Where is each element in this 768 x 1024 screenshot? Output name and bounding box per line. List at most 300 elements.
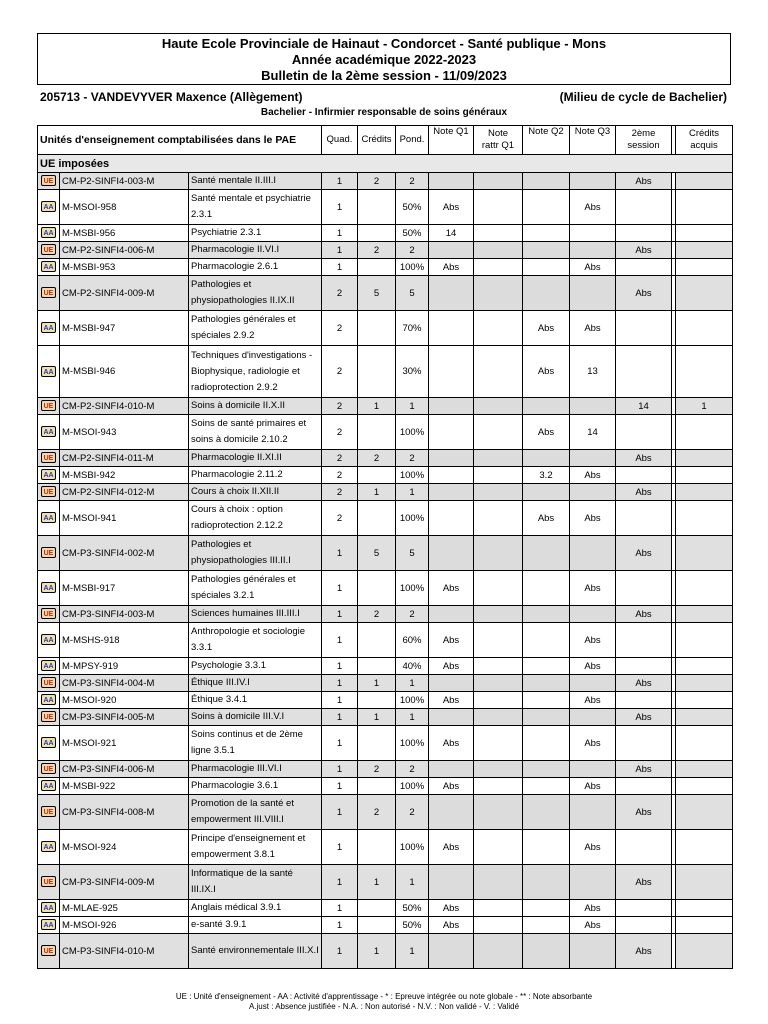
label-cell: Pharmacologie II.VI.I [189, 242, 322, 259]
note-q1-cell [429, 934, 474, 969]
pond-cell: 70% [396, 311, 429, 346]
credits-cell [358, 225, 396, 242]
table-row [38, 346, 733, 398]
note-q2-cell [523, 623, 570, 658]
quad-cell: 1 [322, 536, 358, 571]
note-rattr-cell [474, 675, 523, 692]
ue-badge-icon: UE [41, 608, 56, 619]
row-type-cell [38, 346, 60, 398]
credits-acquis-cell [676, 934, 733, 969]
note-q3-cell [570, 675, 616, 692]
note-q1-cell [429, 415, 474, 450]
note-q2-cell [523, 276, 570, 311]
label-cell: Cours à choix II.XII.II [189, 484, 322, 501]
second-session-cell [616, 190, 672, 225]
second-session-cell: Abs [616, 484, 672, 501]
second-session-cell: Abs [616, 173, 672, 190]
credits-acquis-cell [676, 259, 733, 276]
credits-cell [358, 917, 396, 934]
note-q3-cell [570, 173, 616, 190]
pond-cell: 50% [396, 900, 429, 917]
second-session-cell: Abs [616, 795, 672, 830]
quad-cell: 2 [322, 415, 358, 450]
label-cell: Pathologies générales et spéciales 3.2.1 [189, 571, 322, 606]
table-row [38, 865, 733, 900]
credits-cell: 2 [358, 606, 396, 623]
quad-cell: 1 [322, 865, 358, 900]
second-session-cell [616, 259, 672, 276]
note-rattr-cell [474, 761, 523, 778]
quad-cell: 1 [322, 692, 358, 709]
code-cell: M-MSBI-953 [60, 259, 189, 276]
note-q2-cell: Abs [523, 415, 570, 450]
quad-cell: 1 [322, 190, 358, 225]
aa-badge-icon: AA [41, 366, 56, 377]
aa-badge-icon: AA [41, 634, 56, 645]
code-cell: M-MSOI-926 [60, 917, 189, 934]
credits-cell: 1 [358, 709, 396, 726]
note-q1-cell [429, 795, 474, 830]
note-rattr-cell [474, 415, 523, 450]
second-session-cell [616, 778, 672, 795]
note-rattr-cell [474, 276, 523, 311]
label-cell: Pathologies générales et spéciales 2.9.2 [189, 311, 322, 346]
note-q3-cell [570, 795, 616, 830]
note-q3-cell: Abs [570, 658, 616, 675]
note-rattr-cell [474, 795, 523, 830]
credits-cell [358, 311, 396, 346]
note-q1-cell [429, 173, 474, 190]
row-type-cell [38, 190, 60, 225]
second-session-cell: Abs [616, 865, 672, 900]
note-q2-cell [523, 536, 570, 571]
note-q2-cell [523, 675, 570, 692]
pond-cell: 100% [396, 501, 429, 536]
label-cell: Santé environnementale III.X.I [189, 934, 322, 969]
row-type-cell [38, 484, 60, 501]
note-rattr-cell [474, 900, 523, 917]
ue-badge-icon: UE [41, 677, 56, 688]
credits-acquis-cell [676, 795, 733, 830]
table-row [38, 276, 733, 311]
note-q3-cell [570, 276, 616, 311]
label-cell: Promotion de la santé et empowerment III.VIII.I [189, 795, 322, 830]
table-row [38, 795, 733, 830]
quad-cell: 1 [322, 242, 358, 259]
credits-cell [358, 778, 396, 795]
credits-cell: 2 [358, 761, 396, 778]
note-q1-cell: Abs [429, 900, 474, 917]
table-row [38, 311, 733, 346]
note-rattr-cell [474, 225, 523, 242]
note-q3-cell [570, 536, 616, 571]
credits-cell [358, 726, 396, 761]
row-type-cell [38, 917, 60, 934]
quad-cell: 2 [322, 276, 358, 311]
note-q2-cell: Abs [523, 311, 570, 346]
note-q2-cell [523, 900, 570, 917]
row-type-cell [38, 726, 60, 761]
code-cell: CM-P2-SINFI4-011-M [60, 450, 189, 467]
label-cell: Santé mentale et psychiatrie 2.3.1 [189, 190, 322, 225]
table-row [38, 606, 733, 623]
student-cycle: (Milieu de cycle de Bachelier) [559, 90, 727, 104]
row-type-cell [38, 259, 60, 276]
second-session-cell: Abs [616, 276, 672, 311]
quad-cell: 2 [322, 398, 358, 415]
note-rattr-cell [474, 450, 523, 467]
credits-acquis-cell [676, 865, 733, 900]
credits-acquis-cell [676, 778, 733, 795]
note-q3-cell: Abs [570, 778, 616, 795]
code-cell: CM-P3-SINFI4-010-M [60, 934, 189, 969]
ue-badge-icon: UE [41, 175, 56, 186]
quad-cell: 1 [322, 675, 358, 692]
pond-header: Pond. [396, 126, 429, 155]
note-rattr-cell [474, 501, 523, 536]
row-type-cell [38, 450, 60, 467]
quad-cell: 1 [322, 623, 358, 658]
note-q1-cell: Abs [429, 917, 474, 934]
note-rattr-cell [474, 398, 523, 415]
credits-acquis-cell [676, 311, 733, 346]
note-rattr-cell [474, 346, 523, 398]
pond-cell: 100% [396, 778, 429, 795]
table-row [38, 778, 733, 795]
pond-cell: 5 [396, 276, 429, 311]
pond-cell: 2 [396, 450, 429, 467]
credits-cell: 1 [358, 675, 396, 692]
credits-cell: 1 [358, 398, 396, 415]
aa-badge-icon: AA [41, 469, 56, 480]
row-type-cell [38, 311, 60, 346]
row-type-cell [38, 658, 60, 675]
row-type-cell [38, 536, 60, 571]
credits-acquis-cell [676, 467, 733, 484]
second-session-header-line1: 2ème [631, 128, 656, 139]
aa-badge-icon: AA [41, 902, 56, 913]
second-session-cell [616, 225, 672, 242]
second-session-cell: Abs [616, 242, 672, 259]
pond-cell: 1 [396, 675, 429, 692]
ue-badge-icon: UE [41, 711, 56, 722]
note-q2-cell [523, 865, 570, 900]
note-q1-cell: Abs [429, 571, 474, 606]
table-row [38, 225, 733, 242]
note-q2-cell [523, 571, 570, 606]
note-q3-cell [570, 709, 616, 726]
label-cell: Soins de santé primaires et soins à domicile 2.10.2 [189, 415, 322, 450]
row-type-cell [38, 709, 60, 726]
table-header-row [38, 126, 733, 155]
code-cell: M-MSOI-921 [60, 726, 189, 761]
code-cell: CM-P3-SINFI4-006-M [60, 761, 189, 778]
row-type-cell [38, 173, 60, 190]
table-row [38, 830, 733, 865]
label-cell: Santé mentale II.III.I [189, 173, 322, 190]
note-rattr-header-line2: rattr Q1 [481, 140, 515, 151]
label-cell: Soins continus et de 2ème ligne 3.5.1 [189, 726, 322, 761]
table-row [38, 242, 733, 259]
label-cell: e-santé 3.9.1 [189, 917, 322, 934]
note-q2-cell [523, 658, 570, 675]
pond-cell: 30% [396, 346, 429, 398]
table-row [38, 709, 733, 726]
code-cell: CM-P2-SINFI4-012-M [60, 484, 189, 501]
second-session-cell: Abs [616, 934, 672, 969]
note-q2-cell [523, 778, 570, 795]
quad-cell: 1 [322, 761, 358, 778]
note-q2-cell [523, 173, 570, 190]
quad-cell: 2 [322, 484, 358, 501]
table-row [38, 571, 733, 606]
credits-cell [358, 190, 396, 225]
quad-cell: 2 [322, 467, 358, 484]
table-row [38, 501, 733, 536]
pond-cell: 100% [396, 259, 429, 276]
quad-cell: 1 [322, 917, 358, 934]
code-cell: CM-P3-SINFI4-005-M [60, 709, 189, 726]
pond-cell: 50% [396, 225, 429, 242]
credits-cell [358, 830, 396, 865]
code-cell: M-MSBI-956 [60, 225, 189, 242]
ue-badge-icon: UE [41, 806, 56, 817]
credits-acquis-cell [676, 415, 733, 450]
pond-cell: 100% [396, 571, 429, 606]
row-type-cell [38, 571, 60, 606]
note-q1-cell: Abs [429, 692, 474, 709]
note-q2-cell [523, 398, 570, 415]
pond-cell: 5 [396, 536, 429, 571]
quad-cell: 1 [322, 225, 358, 242]
pond-cell: 100% [396, 726, 429, 761]
note-q2-cell [523, 830, 570, 865]
credits-cell [358, 415, 396, 450]
aa-badge-icon: AA [41, 660, 56, 671]
code-cell: CM-P3-SINFI4-002-M [60, 536, 189, 571]
legend-footer [0, 992, 768, 1012]
note-q1-cell [429, 398, 474, 415]
label-cell: Pharmacologie 2.6.1 [189, 259, 322, 276]
credits-acquis-cell [676, 658, 733, 675]
row-type-cell [38, 675, 60, 692]
pond-cell: 1 [396, 484, 429, 501]
label-cell: Pharmacologie 2.11.2 [189, 467, 322, 484]
credits-cell: 2 [358, 242, 396, 259]
code-cell: CM-P2-SINFI4-010-M [60, 398, 189, 415]
note-q3-cell: 14 [570, 415, 616, 450]
label-cell: Éthique III.IV.I [189, 675, 322, 692]
note-q3-cell: Abs [570, 900, 616, 917]
row-type-cell [38, 900, 60, 917]
credits-acquis-cell [676, 900, 733, 917]
note-rattr-cell [474, 623, 523, 658]
aa-badge-icon: AA [41, 512, 56, 523]
credits-acquis-cell [676, 536, 733, 571]
note-q1-cell: Abs [429, 623, 474, 658]
table-row [38, 467, 733, 484]
pond-cell: 1 [396, 865, 429, 900]
aa-badge-icon: AA [41, 919, 56, 930]
aa-badge-icon: AA [41, 261, 56, 272]
row-type-cell [38, 830, 60, 865]
note-q2-cell [523, 190, 570, 225]
note-q3-cell: Abs [570, 467, 616, 484]
note-rattr-cell [474, 917, 523, 934]
table-row [38, 900, 733, 917]
second-session-cell [616, 726, 672, 761]
note-q1-cell [429, 606, 474, 623]
credits-cell: 1 [358, 865, 396, 900]
note-rattr-cell [474, 658, 523, 675]
note-rattr-cell [474, 259, 523, 276]
credits-cell [358, 900, 396, 917]
second-session-cell [616, 900, 672, 917]
credits-acquis-cell [676, 917, 733, 934]
note-q1-cell: Abs [429, 259, 474, 276]
note-q1-cell [429, 536, 474, 571]
second-session-cell [616, 467, 672, 484]
credits-acquis-cell [676, 276, 733, 311]
credits-acquis-header-line1: Crédits [688, 128, 720, 139]
label-cell: Anthropologie et sociologie 3.3.1 [189, 623, 322, 658]
pond-cell: 2 [396, 242, 429, 259]
note-rattr-header-line1: Note [487, 128, 509, 139]
ue-badge-icon: UE [41, 452, 56, 463]
pond-cell: 100% [396, 692, 429, 709]
aa-badge-icon: AA [41, 201, 56, 212]
note-q1-cell [429, 501, 474, 536]
credits-cell: 2 [358, 795, 396, 830]
second-session-cell: Abs [616, 675, 672, 692]
quad-cell: 1 [322, 934, 358, 969]
label-cell: Principe d'enseignement et empowerment 3.8.1 [189, 830, 322, 865]
second-session-cell: Abs [616, 761, 672, 778]
quad-cell: 2 [322, 346, 358, 398]
second-session-cell [616, 571, 672, 606]
credits-cell [358, 692, 396, 709]
label-cell: Soins à domicile III.V.I [189, 709, 322, 726]
ue-badge-icon: UE [41, 400, 56, 411]
second-session-cell: Abs [616, 606, 672, 623]
quad-cell: 2 [322, 450, 358, 467]
pond-cell: 100% [396, 415, 429, 450]
credits-acquis-cell [676, 484, 733, 501]
note-q3-cell [570, 865, 616, 900]
row-type-cell [38, 225, 60, 242]
table-row [38, 692, 733, 709]
table-row [38, 484, 733, 501]
label-cell: Informatique de la santé III.IX.I [189, 865, 322, 900]
ue-badge-icon: UE [41, 945, 56, 956]
pond-cell: 1 [396, 934, 429, 969]
note-q2-cell [523, 761, 570, 778]
credits-acquis-cell [676, 726, 733, 761]
quad-cell: 1 [322, 606, 358, 623]
row-type-cell [38, 761, 60, 778]
note-q2-cell [523, 692, 570, 709]
quad-cell: 1 [322, 778, 358, 795]
code-cell: CM-P3-SINFI4-008-M [60, 795, 189, 830]
table-row [38, 259, 733, 276]
quad-cell: 2 [322, 311, 358, 346]
credits-acquis-cell [676, 761, 733, 778]
credits-acquis-cell [676, 675, 733, 692]
note-q2-cell [523, 259, 570, 276]
code-cell: M-MLAE-925 [60, 900, 189, 917]
note-q1-cell [429, 484, 474, 501]
quad-cell: 1 [322, 571, 358, 606]
code-cell: M-MSBI-917 [60, 571, 189, 606]
document-header [37, 33, 731, 85]
second-session-cell [616, 501, 672, 536]
ue-badge-icon: UE [41, 486, 56, 497]
legend-line-2: A.just : Absence justifiée - N.A. : Non autorisé - N.V. : Non validé - V. : Validé [248, 1002, 520, 1011]
note-q2-cell [523, 450, 570, 467]
code-cell: CM-P3-SINFI4-003-M [60, 606, 189, 623]
note-q2-cell [523, 726, 570, 761]
label-cell: Soins à domicile II.X.II [189, 398, 322, 415]
row-type-cell [38, 398, 60, 415]
row-type-cell [38, 242, 60, 259]
row-type-cell [38, 501, 60, 536]
note-q2-cell: Abs [523, 501, 570, 536]
legend-line-1: UE : Unité d'enseignement - AA : Activité d'apprentissage - * : Epreuve intégrée ou note globale - ** : Note absorbante [175, 992, 593, 1001]
student-name: 205713 - VANDEVYVER Maxence (Allègement) [40, 90, 303, 104]
code-cell: M-MSOI-941 [60, 501, 189, 536]
note-q3-cell: Abs [570, 623, 616, 658]
pond-cell: 100% [396, 830, 429, 865]
pond-cell: 100% [396, 467, 429, 484]
note-q1-cell [429, 675, 474, 692]
note-q1-cell [429, 242, 474, 259]
row-type-cell [38, 276, 60, 311]
row-type-cell [38, 692, 60, 709]
second-session-cell [616, 658, 672, 675]
label-cell: Pharmacologie II.XI.II [189, 450, 322, 467]
note-q2-cell [523, 709, 570, 726]
row-type-cell [38, 606, 60, 623]
credits-acquis-cell [676, 501, 733, 536]
credits-acquis-cell [676, 709, 733, 726]
note-q1-cell [429, 311, 474, 346]
row-type-cell [38, 934, 60, 969]
row-type-cell [38, 865, 60, 900]
credits-acquis-cell [676, 450, 733, 467]
note-q2-cell [523, 917, 570, 934]
note-q3-cell [570, 606, 616, 623]
note-rattr-cell [474, 778, 523, 795]
table-row [38, 190, 733, 225]
ue-badge-icon: UE [41, 763, 56, 774]
note-q3-cell [570, 934, 616, 969]
note-q2-cell: 3.2 [523, 467, 570, 484]
table-row [38, 415, 733, 450]
label-cell: Pathologies et physiopathologies II.IX.II [189, 276, 322, 311]
table-row [38, 761, 733, 778]
program-title: Bachelier - Infirmier responsable de soins généraux [260, 107, 508, 118]
quad-cell: 1 [322, 795, 358, 830]
note-rattr-cell [474, 571, 523, 606]
table-row [38, 934, 733, 969]
table-row [38, 726, 733, 761]
note-q3-cell [570, 242, 616, 259]
note-q2-header: Note Q2 [523, 126, 570, 155]
second-session-cell [616, 415, 672, 450]
note-q3-cell: Abs [570, 259, 616, 276]
quad-cell: 1 [322, 173, 358, 190]
note-q3-header: Note Q3 [570, 126, 616, 155]
